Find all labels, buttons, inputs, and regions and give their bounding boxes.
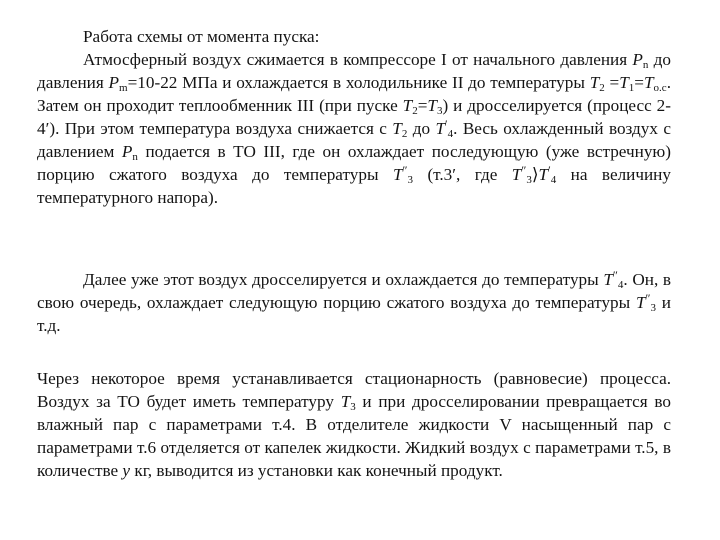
text-run: . Он, в свою очередь, охлаждает следующую порцию сжатого воздуха до температуры xyxy=(37,270,671,312)
subscript: 3 xyxy=(526,174,532,186)
symbol: P xyxy=(632,50,643,69)
text-run: =10-22 МПа и охлаждается в холодильнике II до температуры xyxy=(127,73,590,92)
text-run: кг, выводится из установки как конечный продукт. xyxy=(130,461,503,480)
symbol: y xyxy=(122,461,131,480)
subscript: m xyxy=(119,82,128,94)
symbol: T xyxy=(511,165,522,184)
symbol: T xyxy=(635,293,646,312)
text-run: . Затем он проходит теплообменник III (при пуске xyxy=(37,73,671,115)
subscript: n xyxy=(642,59,649,71)
subscript: n xyxy=(132,151,138,163)
symbol: T xyxy=(603,270,613,289)
subscript: 3 xyxy=(350,401,356,413)
text-run: ) и дросселируется (процесс 2-4′). При этом температура воздуха снижается с xyxy=(37,96,671,138)
subscript: 1 xyxy=(628,82,635,94)
text-run: до xyxy=(407,119,436,138)
subscript: 2 xyxy=(401,128,408,140)
symbol: T xyxy=(619,73,629,92)
text-run: . Весь охлажденный воздух с давлением xyxy=(37,119,671,161)
text-run: = xyxy=(417,96,428,115)
symbol: T xyxy=(643,73,654,92)
subscript: 4 xyxy=(447,128,454,140)
text-run: Через некоторое время устанавливается стационарность (равновесие) процесса. Воздух за ТО будет иметь температуру xyxy=(37,369,671,411)
text-run: Атмосферный воздух сжимается в компрессоре I от начального давления xyxy=(83,50,633,69)
symbol: T xyxy=(538,165,549,184)
prime-mark: ′ xyxy=(548,163,551,177)
symbol: T xyxy=(589,73,600,92)
symbol: T xyxy=(435,119,446,138)
text-run: Далее уже этот воздух дросселируется и охлаждается до температуры xyxy=(83,270,604,289)
text-run: ⟩ xyxy=(531,165,539,184)
subscript: о.с xyxy=(653,82,667,94)
text-run: = xyxy=(604,73,620,92)
symbol: T xyxy=(402,96,413,115)
double-prime-mark: ″ xyxy=(612,268,618,282)
subscript: 3 xyxy=(407,174,414,186)
paragraph-steady-state xyxy=(37,367,671,482)
text-run: на величину температурного напора). xyxy=(37,165,671,207)
text-run: до давления xyxy=(37,50,671,92)
symbol: P xyxy=(121,142,133,161)
double-prime-mark: ″ xyxy=(521,163,527,177)
symbol: T xyxy=(392,119,402,138)
symbol: T xyxy=(427,96,437,115)
double-prime-mark: ″ xyxy=(645,291,651,305)
symbol: P xyxy=(108,73,120,92)
text-run: и т.д. xyxy=(37,293,672,335)
prime-mark: ′ xyxy=(445,117,448,131)
subscript: 3 xyxy=(650,302,657,314)
text-run: (т.3′, где xyxy=(413,165,512,184)
subscript: 4 xyxy=(617,279,624,291)
text-run: = xyxy=(634,73,644,92)
subscript: 4 xyxy=(550,174,557,186)
symbol: T xyxy=(340,392,351,411)
double-prime-mark: ″ xyxy=(402,163,408,177)
text-run: и при дросселировании превращается во влажный пар с параметрами т.4. В отделителе жидкости V насыщенный пар с параметрами т.6 отделяется от капелек жидкости. Жидкий воздух с параметрами т.5, в количестве xyxy=(37,392,671,480)
paragraph-throttling xyxy=(37,268,671,337)
text-run: подается в ТО III, где он охлаждает последующую (уже встречную) порцию сжатого воздуха до температуры xyxy=(37,142,671,184)
symbol: T xyxy=(392,165,403,184)
heading: Работа схемы от момента пуска: xyxy=(83,27,320,46)
paragraph-startup xyxy=(37,25,671,209)
subscript: 3 xyxy=(436,105,443,117)
subscript: 2 xyxy=(412,105,418,117)
subscript: 2 xyxy=(599,82,605,94)
